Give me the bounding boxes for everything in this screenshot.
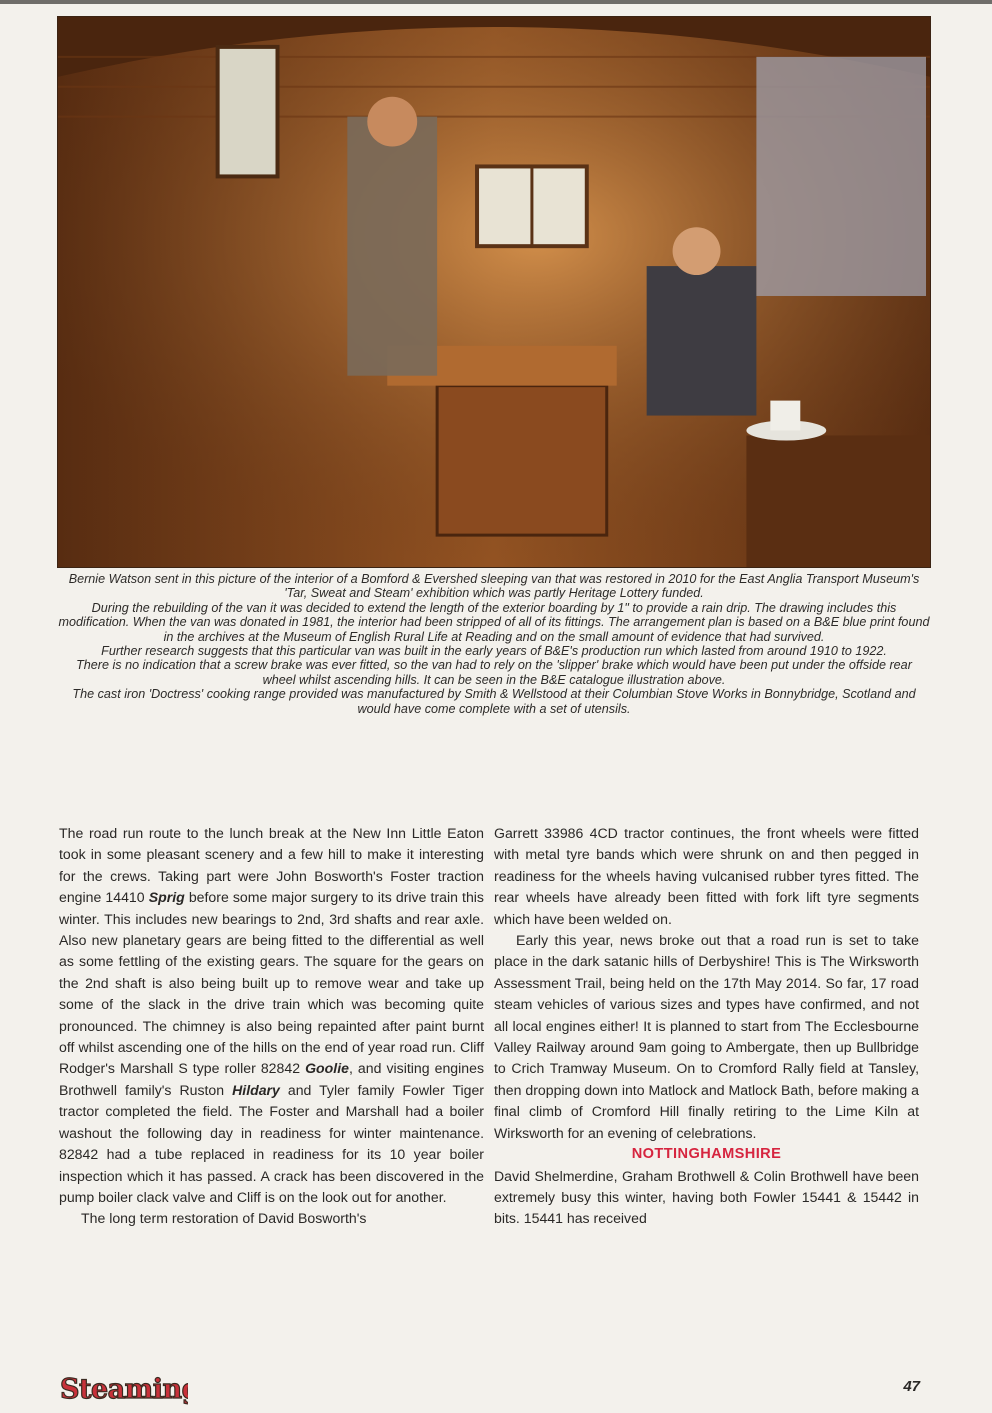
photo-caption bbox=[58, 572, 930, 716]
section-heading: NOTTINGHAMSHIRE bbox=[631, 1146, 782, 1163]
svg-text:Steaming: Steaming bbox=[60, 1374, 188, 1405]
article-paragraph: Early this year, news broke out that a road run is set to take place in the dark satanic hills of Derbyshire! This is The Wirksworth Assessment Trail, being held on the 17th May 2014. So far, 17 road steam vehicles of various sizes and types have confirmed, and not all local engines either! It is planned to start from The Ecclesbourne Valley Railway around 9am going to Ambergate, then up Bullbridge to Crich Tramway Museum. On to Cromford Rally field at Tansley, then dropping down into Matlock and Matlock Bath, before making a final climb of Cromford Hill finally retiring to the Lime Kiln at Wirksworth for an evening of celebrations. bbox=[494, 932, 919, 1141]
article-column-right bbox=[494, 823, 919, 1230]
caption-line: Further research suggests that this particular van was built in the early years of B&E's production run which lasted from around 1910 to 1922. bbox=[101, 644, 887, 659]
steaming-magazine-logo bbox=[58, 1366, 188, 1408]
engine-name: Hildary bbox=[232, 1081, 280, 1098]
caption-line: During the rebuilding of the van it was decided to extend the length of the exterior boarding by 1" to provide a rain drip. The drawing includes this modification. When the van was donated in 1981, the interior had been stripped of all of its fittings. The arrangement plan is based on a B&E blue print found in the archives at the Museum of English Rural Life at Reading and on the small amount of evidence that had survived. bbox=[58, 600, 930, 644]
photo-illustration bbox=[58, 17, 930, 567]
sleeping-van-interior-photo bbox=[57, 16, 931, 568]
article-paragraph: Garrett 33986 4CD tractor continues, the front wheels were fitted with metal tyre bands which were shrunk on and then pegged in readiness for the wheels having vulcanised rubber tyres fitted. The rear wheels have already been fitted with fork lift tyre segments which have been welded on. bbox=[494, 825, 919, 927]
article-paragraph: The long term restoration of David Bosworth's bbox=[81, 1210, 367, 1227]
page-number: 47 bbox=[903, 1378, 920, 1395]
text-run: before some major surgery to its drive train this winter. This includes new bearings to 2nd, 3rd shafts and rear axle. Also new planetary gears are being fitted to the differential as well as some fettling of the existing gears. The square for the gears on the 2nd shaft is also being built up to remove wear and take up some of the slack in the drive train which was becoming quite pronounced. The chimney is also being repainted after paint burnt off whilst ascending one of the hills on the end of year road run. Cliff Rodger's Marshall S type roller 82842 bbox=[59, 889, 484, 1077]
text-run: and Tyler family Fowler Tiger tractor completed the field. The Foster and Marshall had a boiler washout the following day in readiness for winter maintenance. 82842 had a tube replaced in readiness for its 10 year boiler inspection which it has passed. A crack has been discovered in the pump boiler clack valve and Cliff is on the look out for another. bbox=[59, 1081, 484, 1205]
article-column-left bbox=[59, 823, 484, 1230]
text-run: , and visiting engines Brothwell family's Ruston bbox=[59, 1060, 484, 1098]
engine-name: Goolie bbox=[305, 1060, 349, 1077]
top-rule bbox=[0, 0, 992, 4]
engine-name: Sprig bbox=[148, 889, 185, 906]
caption-line: There is no indication that a screw brake was ever fitted, so the van had to rely on the 'slipper' brake which would have been put under the offside rear wheel whilst ascending hills. It can be seen in the B&E catalogue illustration above. bbox=[76, 658, 912, 687]
caption-line: Bernie Watson sent in this picture of the interior of a Bomford & Evershed sleeping van that was restored in 2010 for the East Anglia Transport Museum's 'Tar, Sweat and Steam' exhibition which was partly Heritage Lottery funded. bbox=[68, 572, 920, 601]
article-paragraph bbox=[59, 823, 484, 1208]
caption-line: The cast iron 'Doctress' cooking range provided was manufactured by Smith & Wellstood at their Columbian Stove Works in Bonnybridge, Scotland and would have come complete with a set of utensils. bbox=[72, 687, 916, 716]
text-run: The road run route to the lunch break at the New Inn Little Eaton took in some pleasant scenery and a few hill to make it interesting for the crews. Taking part were John Bosworth's Foster traction engine 14410 bbox=[59, 825, 484, 906]
article-paragraph: David Shelmerdine, Graham Brothwell & Colin Brothwell have been extremely busy this winter, having both Fowler 15441 & 15442 in bits. 15441 has received bbox=[494, 1167, 919, 1227]
